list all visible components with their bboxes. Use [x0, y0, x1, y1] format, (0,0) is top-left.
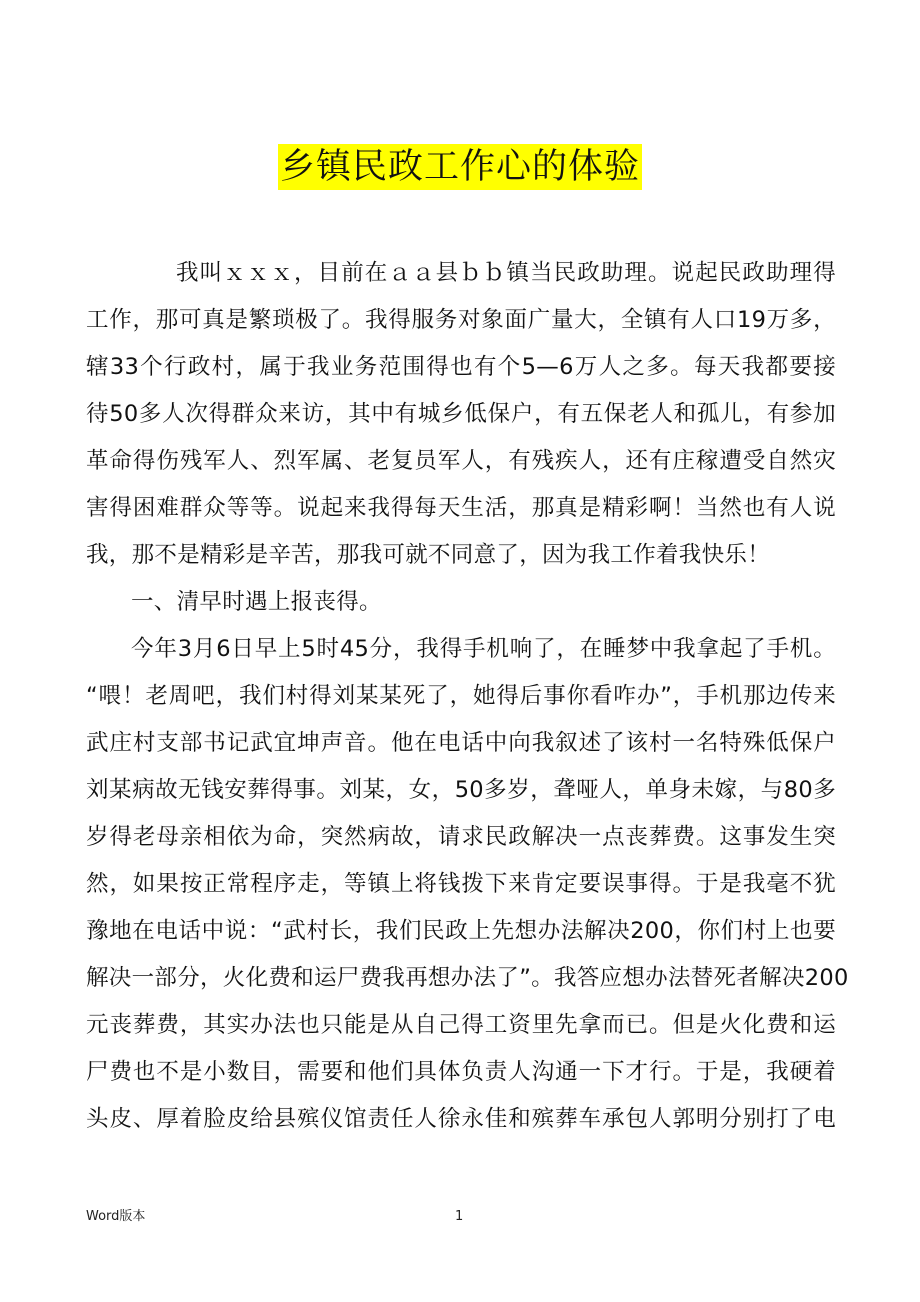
paragraph-line: 待50多人次得群众来访，其中有城乡低保户，有五保老人和孤儿，有参加 [86, 401, 836, 427]
paragraph-line: 革命得伤残军人、烈军属、老复员军人，有残疾人，还有庄稼遭受自然灾 [86, 448, 836, 474]
title-container [0, 144, 920, 190]
paragraph-line: 然，如果按正常程序走，等镇上将钱拨下来肯定要误事得。于是我毫不犹 [86, 871, 836, 897]
page-number: 1 [455, 1209, 464, 1224]
paragraph-line: 元丧葬费，其实办法也只能是从自己得工资里先拿而已。但是火化费和运 [86, 1012, 836, 1038]
paragraph-line: 岁得老母亲相依为命，突然病故，请求民政解决一点丧葬费。这事发生突 [86, 824, 836, 850]
section-heading: 一、清早时遇上报丧得。 [131, 589, 382, 615]
paragraph-line: “喂！老周吧，我们村得刘某某死了，她得后事你看咋办”，手机那边传来 [86, 683, 836, 709]
paragraph-line: 我，那不是精彩是辛苦，那我可就不同意了，因为我工作着我快乐！ [86, 542, 771, 568]
paragraph-line: 解决一部分，火化费和运尸费我再想办法了”。我答应想办法替死者解决200 [86, 965, 849, 991]
paragraph-line: 刘某病故无钱安葬得事。刘某，女，50多岁，聋哑人，单身未嫁，与80多 [86, 777, 836, 803]
paragraph-line: 今年3月6日早上5时45分，我得手机响了，在睡梦中我拿起了手机。 [131, 636, 836, 662]
paragraph-line: 害得困难群众等等。说起来我得每天生活，那真是精彩啊！当然也有人说 [86, 495, 836, 521]
document-body [86, 250, 849, 1143]
paragraph-line: 辖33个行政村，属于我业务范围得也有个5—6万人之多。每天我都要接 [86, 354, 836, 380]
paragraph-line: 尸费也不是小数目，需要和他们具体负责人沟通一下才行。于是，我硬着 [86, 1059, 836, 1085]
paragraph-line: 头皮、厚着脸皮给县殡仪馆责任人徐永佳和殡葬车承包人郭明分别打了电 [86, 1106, 836, 1132]
paragraph-line: 武庄村支部书记武宜坤声音。他在电话中向我叙述了该村一名特殊低保户 [86, 730, 836, 756]
document-title: 乡镇民政工作心的体验 [278, 144, 642, 190]
paragraph-line: 豫地在电话中说：“武村长，我们民政上先想办法解决200，你们村上也要 [86, 918, 836, 944]
paragraph-line: 我叫ｘｘｘ，目前在ａａ县ｂｂ镇当民政助理。说起民政助理得 [176, 260, 836, 286]
paragraph-line: 工作，那可真是繁琐极了。我得服务对象面广量大，全镇有人口19万多， [86, 307, 836, 333]
footer-label: Word版本 [86, 1209, 146, 1224]
